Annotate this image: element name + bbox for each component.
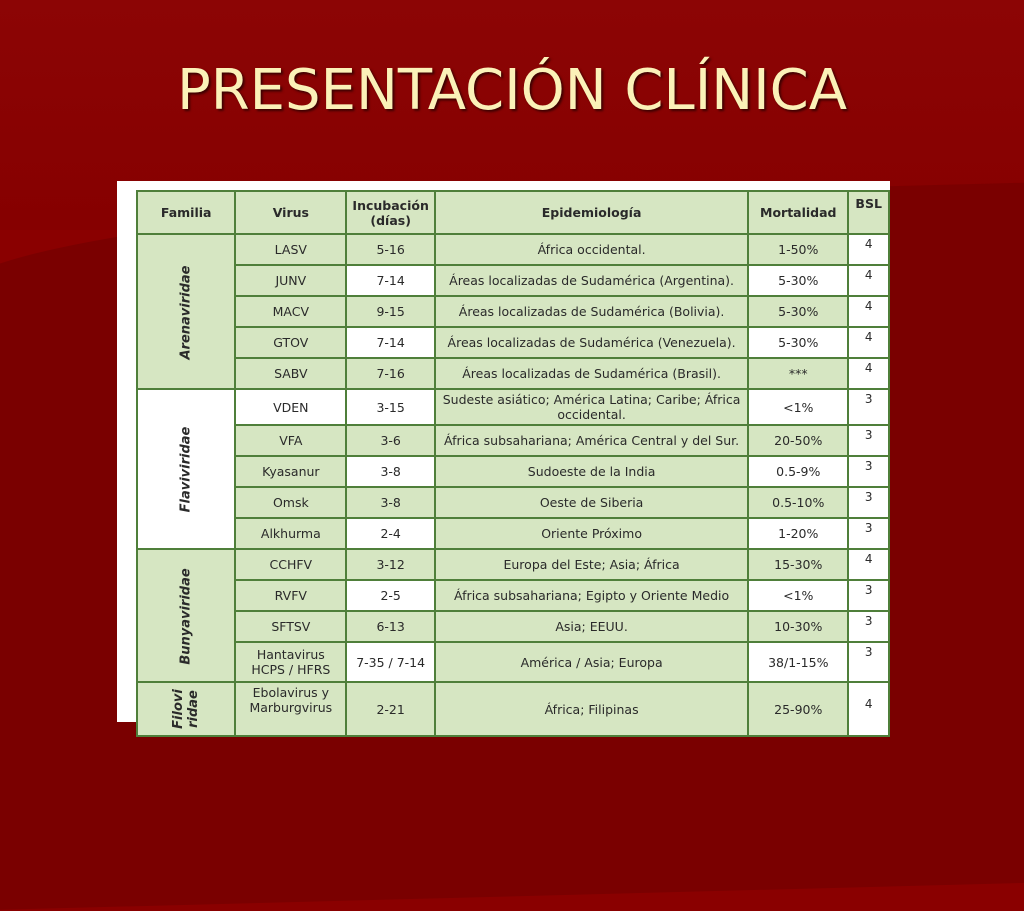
table-row: [137, 487, 889, 518]
cell-incubacion: 2-5: [346, 580, 435, 611]
cell-bsl: 4: [848, 549, 889, 580]
table-header-row: [137, 191, 889, 234]
cell-virus: CCHFV: [235, 549, 346, 580]
virus-table: [136, 190, 890, 737]
family-cell-arenaviridae: [137, 234, 235, 389]
cell-mortalidad: <1%: [748, 389, 848, 425]
cell-incubacion: 3-15: [346, 389, 435, 425]
cell-virus: JUNV: [235, 265, 346, 296]
family-label-filoviridae-part1: Filovi: [171, 689, 187, 729]
cell-epidemiologia: Áreas localizadas de Sudamérica (Venezuela).: [435, 327, 748, 358]
cell-virus: MACV: [235, 296, 346, 327]
table-row: [137, 682, 889, 736]
cell-epidemiologia: África; Filipinas: [435, 682, 748, 736]
table-row: [137, 389, 889, 425]
table-panel: [117, 181, 890, 729]
cell-incubacion: 7-16: [346, 358, 435, 389]
header-familia: Familia: [137, 191, 235, 234]
cell-mortalidad: 0.5-9%: [748, 456, 848, 487]
table-row: [137, 265, 889, 296]
header-virus: Virus: [235, 191, 346, 234]
table-row: [137, 549, 889, 580]
cell-bsl: 3: [848, 389, 889, 425]
cell-virus: Ebolavirus y Marburgvirus: [235, 682, 346, 736]
cell-virus: RVFV: [235, 580, 346, 611]
cell-epidemiologia: Oeste de Siberia: [435, 487, 748, 518]
cell-epidemiologia: Asia; EEUU.: [435, 611, 748, 642]
header-epidemiologia: Epidemiología: [435, 191, 748, 234]
cell-epidemiologia: Europa del Este; Asia; África: [435, 549, 748, 580]
cell-bsl: 3: [848, 456, 889, 487]
header-mortalidad: Mortalidad: [748, 191, 848, 234]
cell-virus: Alkhurma: [235, 518, 346, 549]
cell-bsl: 3: [848, 425, 889, 456]
family-label-filoviridae-part2: ridae: [186, 690, 202, 728]
cell-virus: SABV: [235, 358, 346, 389]
family-cell-bunyaviridae: [137, 549, 235, 682]
cell-virus: Omsk: [235, 487, 346, 518]
cell-incubacion: 3-6: [346, 425, 435, 456]
header-incubacion: Incubación (días): [346, 191, 435, 234]
cell-virus: VFA: [235, 425, 346, 456]
cell-mortalidad: 1-50%: [748, 234, 848, 265]
cell-epidemiologia: Sudeste asiático; América Latina; Caribe; África occidental.: [435, 389, 748, 425]
cell-mortalidad: 1-20%: [748, 518, 848, 549]
cell-virus: GTOV: [235, 327, 346, 358]
cell-epidemiologia: América / Asia; Europa: [435, 642, 748, 682]
cell-mortalidad: 5-30%: [748, 265, 848, 296]
cell-virus: LASV: [235, 234, 346, 265]
cell-incubacion: 7-14: [346, 265, 435, 296]
cell-bsl: 3: [848, 580, 889, 611]
cell-epidemiologia: Áreas localizadas de Sudamérica (Bolivia).: [435, 296, 748, 327]
cell-mortalidad: 5-30%: [748, 327, 848, 358]
cell-mortalidad: 20-50%: [748, 425, 848, 456]
cell-bsl: 3: [848, 642, 889, 682]
header-bsl: BSL: [848, 191, 889, 234]
cell-epidemiologia: Sudoeste de la India: [435, 456, 748, 487]
cell-virus: VDEN: [235, 389, 346, 425]
cell-incubacion: 9-15: [346, 296, 435, 327]
cell-virus: SFTSV: [235, 611, 346, 642]
family-cell-filoviridae: [137, 682, 235, 736]
cell-bsl: 4: [848, 682, 889, 736]
cell-incubacion: 7-14: [346, 327, 435, 358]
table-row: [137, 327, 889, 358]
cell-mortalidad: 10-30%: [748, 611, 848, 642]
family-label-bunyaviridae: Bunyaviridae: [178, 567, 194, 665]
cell-bsl: 3: [848, 487, 889, 518]
family-label-filoviridae: [171, 689, 201, 729]
table-row: [137, 425, 889, 456]
table-row: [137, 580, 889, 611]
cell-bsl: 4: [848, 358, 889, 389]
cell-epidemiologia: Áreas localizadas de Sudamérica (Brasil).: [435, 358, 748, 389]
cell-incubacion: 3-8: [346, 487, 435, 518]
cell-bsl: 4: [848, 296, 889, 327]
cell-bsl: 3: [848, 611, 889, 642]
cell-incubacion: 5-16: [346, 234, 435, 265]
table-row: [137, 456, 889, 487]
cell-incubacion: 3-12: [346, 549, 435, 580]
cell-virus: Hantavirus HCPS / HFRS: [235, 642, 346, 682]
family-cell-flaviviridae: [137, 389, 235, 549]
cell-mortalidad: 0.5-10%: [748, 487, 848, 518]
cell-mortalidad: 38/1-15%: [748, 642, 848, 682]
cell-bsl: 4: [848, 327, 889, 358]
family-label-arenaviridae: Arenaviridae: [178, 264, 194, 360]
slide-title: PRESENTACIÓN CLÍNICA: [176, 58, 848, 123]
table-row: [137, 642, 889, 682]
cell-epidemiologia: África occidental.: [435, 234, 748, 265]
cell-incubacion: 6-13: [346, 611, 435, 642]
cell-mortalidad: 25-90%: [748, 682, 848, 736]
cell-incubacion: 7-35 / 7-14: [346, 642, 435, 682]
cell-mortalidad: 15-30%: [748, 549, 848, 580]
cell-incubacion: 2-21: [346, 682, 435, 736]
cell-bsl: 4: [848, 234, 889, 265]
family-label-flaviviridae: Flaviviridae: [178, 426, 194, 513]
cell-bsl: 3: [848, 518, 889, 549]
cell-mortalidad: <1%: [748, 580, 848, 611]
cell-mortalidad: ***: [748, 358, 848, 389]
table-row: [137, 611, 889, 642]
cell-incubacion: 3-8: [346, 456, 435, 487]
cell-epidemiologia: Oriente Próximo: [435, 518, 748, 549]
cell-epidemiologia: Áreas localizadas de Sudamérica (Argentina).: [435, 265, 748, 296]
cell-virus: Kyasanur: [235, 456, 346, 487]
cell-incubacion: 2-4: [346, 518, 435, 549]
table-row: [137, 234, 889, 265]
table-row: [137, 296, 889, 327]
cell-mortalidad: 5-30%: [748, 296, 848, 327]
table-row: [137, 518, 889, 549]
cell-epidemiologia: África subsahariana; América Central y del Sur.: [435, 425, 748, 456]
table-row: [137, 358, 889, 389]
cell-bsl: 4: [848, 265, 889, 296]
cell-epidemiologia: África subsahariana; Egipto y Oriente Medio: [435, 580, 748, 611]
